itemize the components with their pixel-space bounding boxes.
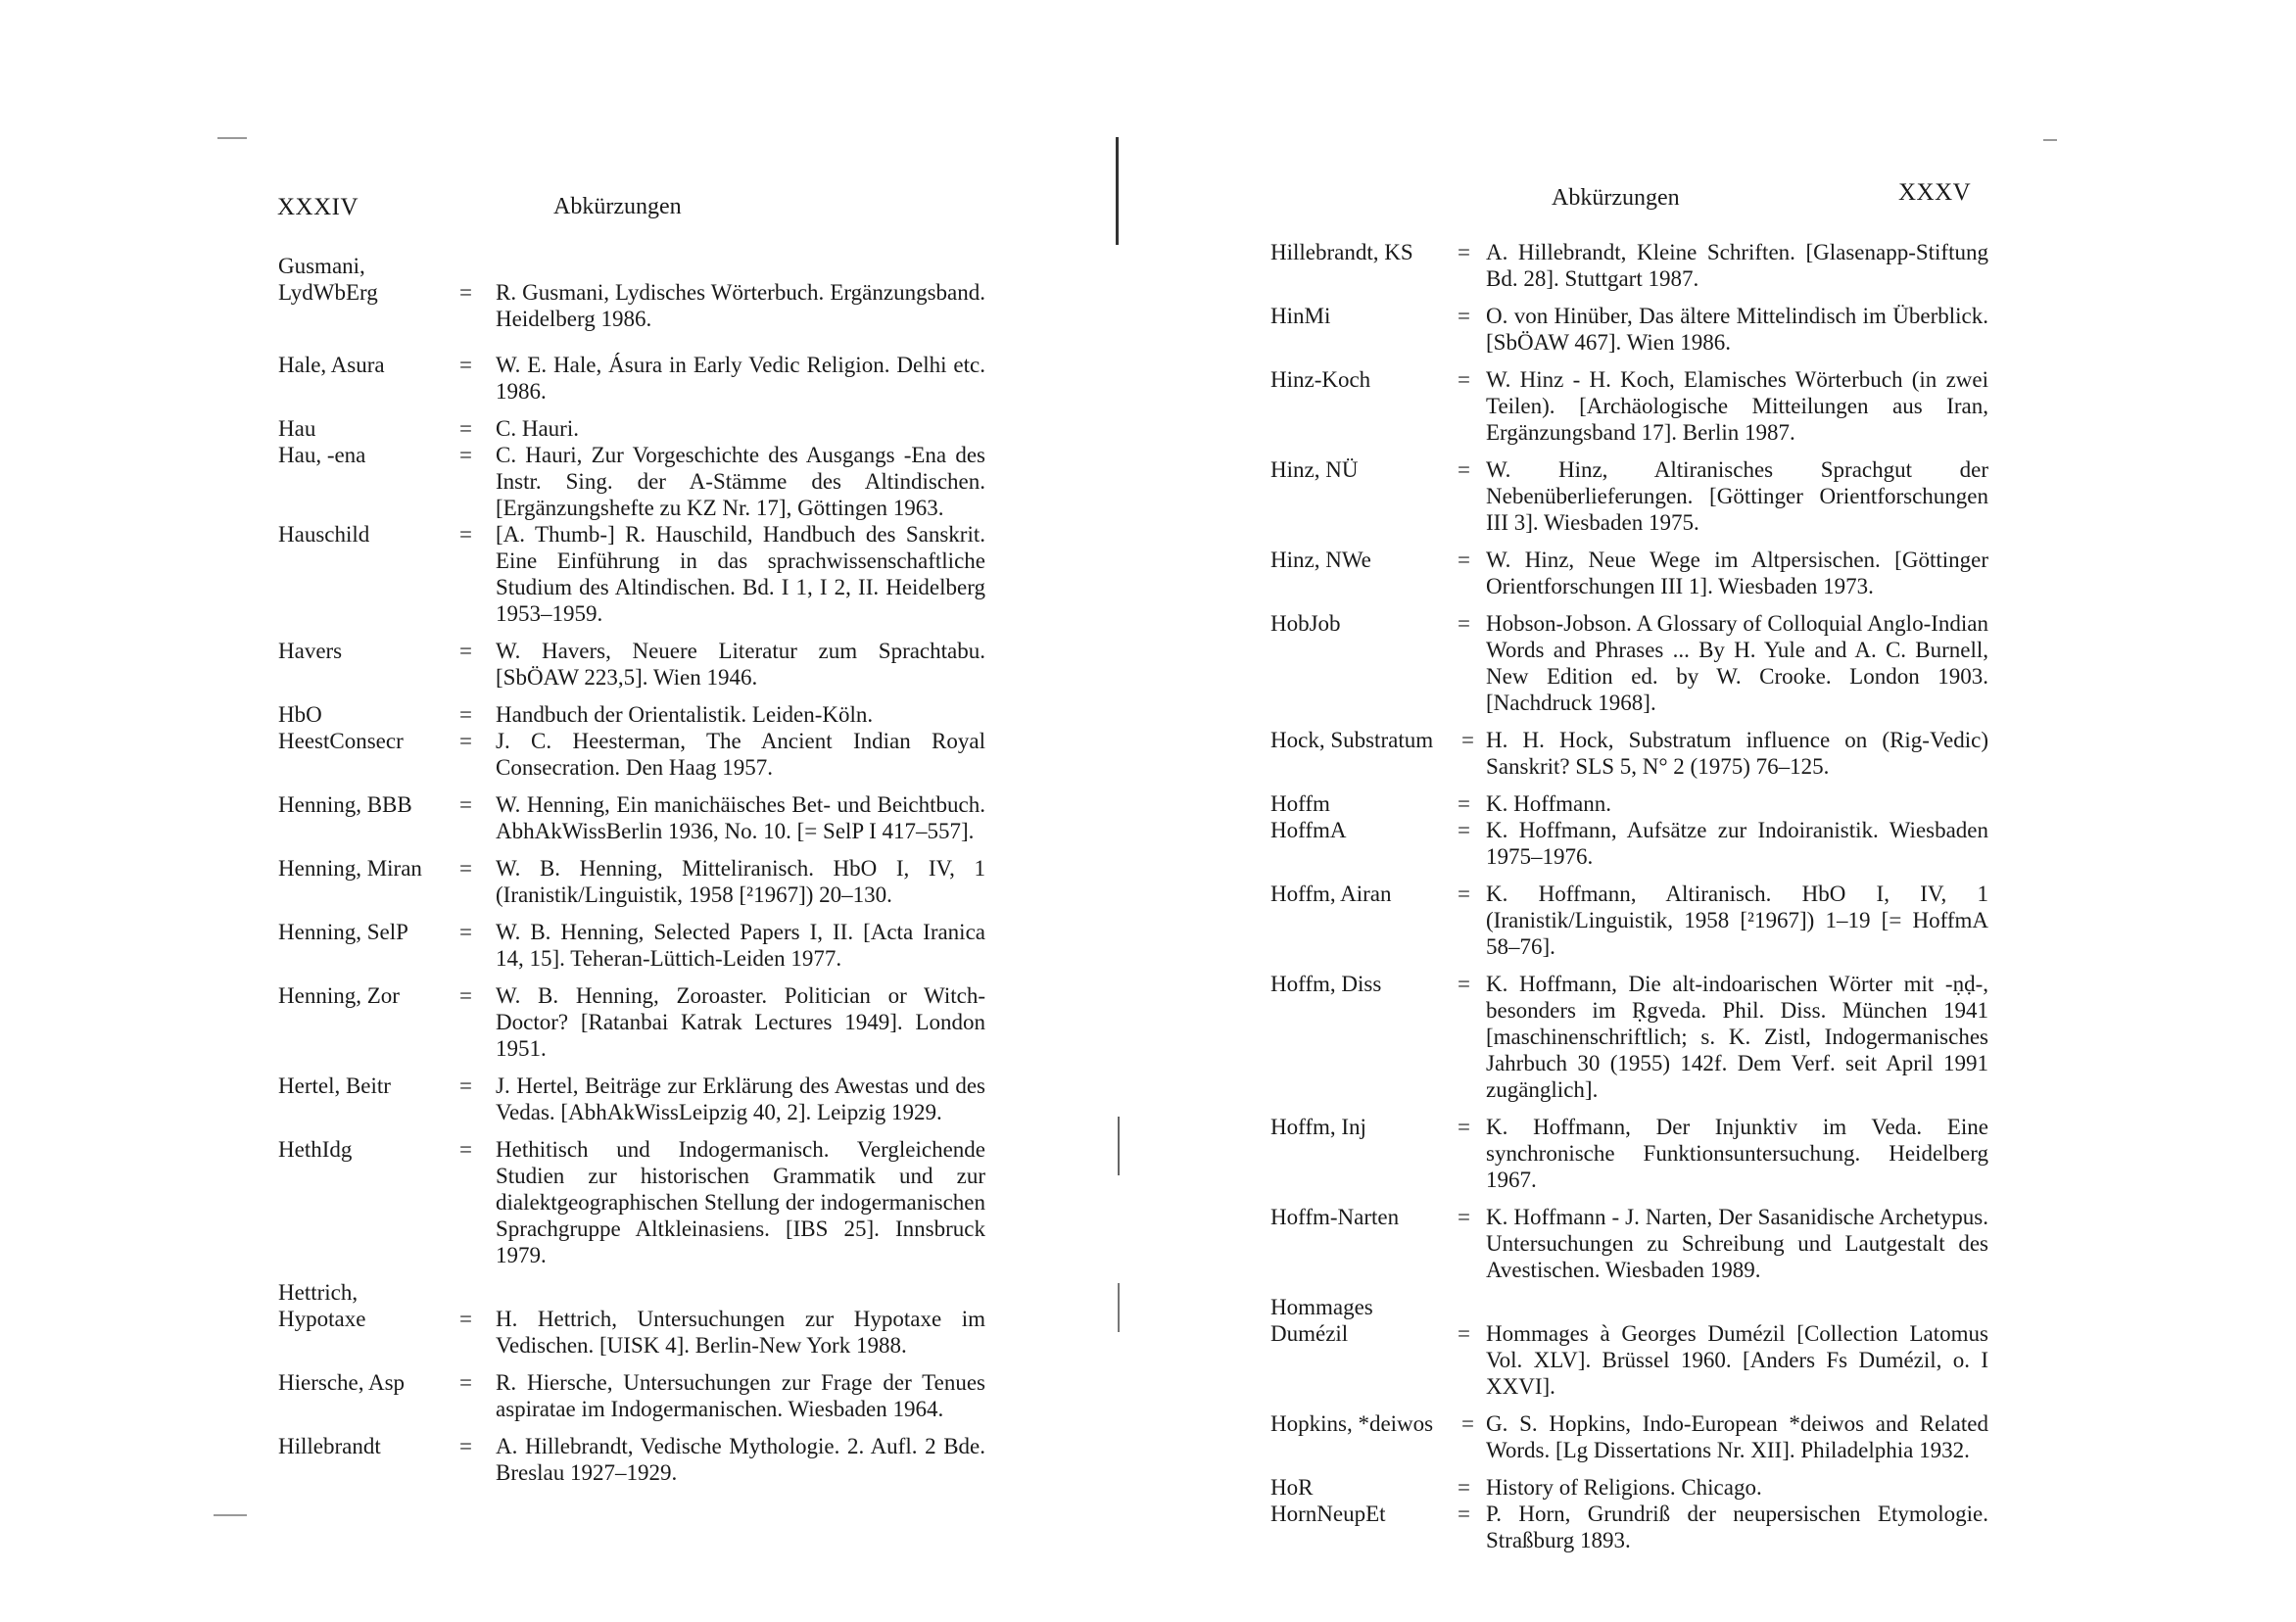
- entry: [1270, 817, 1988, 870]
- equals-sign: =: [1458, 304, 1470, 328]
- equals-sign: =: [1458, 611, 1470, 636]
- equals-sign: =: [1458, 1205, 1470, 1229]
- equals-sign: =: [459, 856, 472, 881]
- entry-key: Henning, Miran: [278, 856, 422, 881]
- equals-sign: =: [1458, 457, 1470, 482]
- entry-key: Henning, SelP: [278, 920, 408, 944]
- equals-sign: =: [459, 280, 472, 305]
- entry-definition: Hommages à Georges Dumézil [Collection Latomus Vol. XLV]. Brüssel 1960. [Anders Fs Dumézil, o. I XXVI].: [1486, 1321, 1988, 1399]
- entry-definition: A. Hillebrandt, Kleine Schriften. [Glasenapp-Stiftung Bd. 28]. Stuttgart 1987.: [1486, 240, 1988, 291]
- entry: [278, 791, 985, 844]
- equals-sign: =: [1458, 367, 1470, 392]
- entry-key: HethIdg: [278, 1137, 353, 1162]
- entry-definition: H. H. Hock, Substratum influence on (Rig-Vedic) Sanskrit? SLS 5, N° 2 (1975) 76–125.: [1486, 728, 1988, 779]
- entry: [278, 919, 985, 972]
- entry: [278, 1073, 985, 1125]
- entry-definition: K. Hoffmann - J. Narten, Der Sasanidische Archetypus. Untersuchungen zu Schreibung und Lautgestalt des Avestischen. Wiesbaden 1989.: [1486, 1205, 1988, 1282]
- entry-definition: O. von Hinüber, Das ältere Mittelindisch im Überblick. [SbÖAW 467]. Wien 1986.: [1486, 304, 1988, 355]
- equals-sign: =: [459, 702, 472, 727]
- entry-key: Gusmani, LydWbErg: [278, 254, 378, 305]
- right-page: [1148, 0, 2296, 1622]
- entry-key: HornNeupEt: [1270, 1502, 1386, 1526]
- entry-key: Hommages Dumézil: [1270, 1295, 1373, 1346]
- entry: [1270, 881, 1988, 960]
- entry-definition: W. B. Henning, Selected Papers I, II. [Acta Iranica 14, 15]. Teheran-Lüttich-Leiden 1977.: [496, 920, 985, 971]
- entry: [1270, 971, 1988, 1103]
- entry-definition: W. Hinz - H. Koch, Elamisches Wörterbuch (in zwei Teilen). [Archäologische Mitteilungen aus Iran, Ergänzungsband 17]. Berlin 1987.: [1486, 367, 1988, 445]
- entry-definition: W. Hinz, Neue Wege im Altpersischen. [Göttinger Orientforschungen III 1]. Wiesbaden 1973.: [1486, 548, 1988, 598]
- entry-key: Hoffm, Airan: [1270, 882, 1392, 906]
- entry-definition: R. Gusmani, Lydisches Wörterbuch. Ergänzungsband. Heidelberg 1986.: [496, 280, 985, 331]
- entry-key: HeestConsecr: [278, 729, 404, 753]
- entry-key: Hinz, NWe: [1270, 548, 1371, 572]
- entry-key: Hinz, NÜ: [1270, 457, 1359, 482]
- equals-sign: =: [1458, 1502, 1470, 1526]
- entry: [1270, 1114, 1988, 1193]
- entry-key: Hinz-Koch: [1270, 367, 1371, 392]
- entry-key: Hoffm, Inj: [1270, 1115, 1366, 1139]
- entry: [1270, 790, 1988, 817]
- entry: [278, 1136, 985, 1268]
- equals-sign: =: [459, 353, 472, 377]
- entry: [278, 855, 985, 908]
- entry: [278, 352, 985, 405]
- entry-definition: J. C. Heesterman, The Ancient Indian Royal Consecration. Den Haag 1957.: [496, 729, 985, 780]
- entry-key: Henning, Zor: [278, 983, 400, 1008]
- entry-key: HobJob: [1270, 611, 1341, 636]
- equals-sign: =: [459, 1307, 472, 1331]
- equals-sign: =: [1461, 728, 1474, 752]
- equals-sign: =: [459, 443, 472, 467]
- entry-definition: R. Hiersche, Untersuchungen zur Frage der Tenues aspiratae im Indogermanischen. Wiesbaden 1964.: [496, 1370, 985, 1421]
- entry: [1270, 547, 1988, 599]
- equals-sign: =: [459, 416, 472, 441]
- entry-key: HoR: [1270, 1475, 1314, 1500]
- entry-key: Hopkins, *deiwos: [1270, 1411, 1434, 1436]
- entry-definition: W. E. Hale, Ásura in Early Vedic Religion. Delhi etc. 1986.: [496, 353, 985, 404]
- entry: [278, 253, 985, 332]
- entry-definition: [A. Thumb-] R. Hauschild, Handbuch des Sanskrit. Eine Einführung in das sprachwissenschaftliche Studium des Altindischen. Bd. I 1, I 2, II. Heidelberg 1953–1959.: [496, 522, 985, 626]
- entry-key: Hillebrandt: [278, 1434, 381, 1458]
- equals-sign: =: [459, 522, 472, 547]
- entry-definition: C. Hauri.: [496, 416, 579, 441]
- entry-definition: K. Hoffmann.: [1486, 791, 1611, 816]
- equals-sign: =: [459, 1434, 472, 1458]
- equals-sign: =: [1458, 882, 1470, 906]
- entry-key: HinMi: [1270, 304, 1331, 328]
- entry: [278, 521, 985, 627]
- entry-key: Havers: [278, 639, 343, 663]
- entry: [278, 1369, 985, 1422]
- entry: [278, 728, 985, 781]
- equals-sign: =: [459, 1073, 472, 1098]
- equals-sign: =: [459, 983, 472, 1008]
- entry: [1270, 366, 1988, 446]
- equals-sign: =: [1461, 1411, 1474, 1436]
- entry: [1270, 1204, 1988, 1283]
- running-header-left: Abkürzungen: [553, 194, 682, 219]
- entry-key: Hoffm: [1270, 791, 1330, 816]
- page-number-right: XXXV: [1898, 179, 1972, 206]
- entry-definition: Hethitisch und Indogermanisch. Vergleichende Studien zur historischen Grammatik und zur dialektgeographischen Stellung der indogermanischen Sprachgruppe Altkleinasiens. [IBS 25]. Innsbruck 1979.: [496, 1137, 985, 1267]
- entry-key: Hertel, Beitr: [278, 1073, 391, 1098]
- entry-definition: H. Hettrich, Untersuchungen zur Hypotaxe im Vedischen. [UISK 4]. Berlin-New York 1988.: [496, 1307, 985, 1358]
- entry-key: Hettrich, Hypotaxe: [278, 1280, 366, 1331]
- gutter-mark: [1118, 1117, 1120, 1175]
- equals-sign: =: [459, 792, 472, 817]
- entry-definition: G. S. Hopkins, Indo-European *deiwos and Related Words. [Lg Dissertations Nr. XII]. Philadelphia 1932.: [1486, 1411, 1988, 1462]
- equals-sign: =: [459, 1137, 472, 1162]
- entry: [278, 982, 985, 1062]
- entry-list-left: [278, 253, 985, 1497]
- equals-sign: =: [459, 920, 472, 944]
- entry-definition: J. Hertel, Beiträge zur Erklärung des Awestas und des Vedas. [AbhAkWissLeipzig 40, 2]. Leipzig 1929.: [496, 1073, 985, 1124]
- gutter-line: [1116, 137, 1119, 245]
- entry: [278, 442, 985, 521]
- entry-key: Hiersche, Asp: [278, 1370, 406, 1395]
- entry-key: Hock, Substratum: [1270, 728, 1434, 752]
- entry: [278, 638, 985, 691]
- entry: [278, 1433, 985, 1486]
- entry-definition: W. Henning, Ein manichäisches Bet- und Beichtbuch. AbhAkWissBerlin 1936, No. 10. [= SelP I 417–557].: [496, 792, 985, 843]
- entry-key: Hoffm, Diss: [1270, 972, 1382, 996]
- entry-key: Hauschild: [278, 522, 370, 547]
- entry-key: Hau: [278, 416, 316, 441]
- entry: [1270, 610, 1988, 716]
- equals-sign: =: [459, 729, 472, 753]
- equals-sign: =: [459, 1370, 472, 1395]
- equals-sign: =: [1458, 791, 1470, 816]
- entry-definition: W. B. Henning, Mitteliranisch. HbO I, IV, 1 (Iranistik/Linguistik, 1958 [²1967]) 20–130.: [496, 856, 985, 907]
- entry: [1270, 239, 1988, 292]
- equals-sign: =: [1458, 972, 1470, 996]
- entry: [1270, 456, 1988, 536]
- equals-sign: =: [1458, 818, 1470, 842]
- gutter-mark: [1118, 1283, 1120, 1332]
- entry-definition: Hobson-Jobson. A Glossary of Colloquial Anglo-Indian Words and Phrases ... By H. Yule and A. C. Burnell, New Edition ed. by W. Crooke. London 1903. [Nachdruck 1968].: [1486, 611, 1988, 715]
- equals-sign: =: [1458, 1321, 1470, 1346]
- entry-key: Hau, -ena: [278, 443, 366, 467]
- entry: [278, 415, 985, 442]
- equals-sign: =: [1458, 240, 1470, 264]
- entry-key: Henning, BBB: [278, 792, 412, 817]
- running-header-right: Abkürzungen: [1552, 185, 1680, 211]
- entry-key: HbO: [278, 702, 322, 727]
- entry-key: HoffmA: [1270, 818, 1347, 842]
- entry-key: Hale, Asura: [278, 353, 385, 377]
- entry-definition: K. Hoffmann, Altiranisch. HbO I, IV, 1 (Iranistik/Linguistik, 1958 [²1967]) 1–19 [= HoffmA 58–76].: [1486, 882, 1988, 959]
- equals-sign: =: [1458, 1115, 1470, 1139]
- equals-sign: =: [1458, 1475, 1470, 1500]
- entry: [1270, 727, 1988, 780]
- scan-speck: [214, 1514, 247, 1516]
- entry-definition: Handbuch der Orientalistik. Leiden-Köln.: [496, 702, 874, 727]
- entry: [1270, 1501, 1988, 1553]
- entry-key: Hillebrandt, KS: [1270, 240, 1413, 264]
- entry-definition: K. Hoffmann, Aufsätze zur Indoiranistik. Wiesbaden 1975–1976.: [1486, 818, 1988, 869]
- entry-definition: W. Havers, Neuere Literatur zum Sprachtabu. [SbÖAW 223,5]. Wien 1946.: [496, 639, 985, 690]
- entry: [1270, 303, 1988, 356]
- entry-definition: History of Religions. Chicago.: [1486, 1475, 1762, 1500]
- entry-definition: K. Hoffmann, Der Injunktiv im Veda. Eine synchronische Funktionsuntersuchung. Heidelberg 1967.: [1486, 1115, 1988, 1192]
- entry-definition: C. Hauri, Zur Vorgeschichte des Ausgangs -Ena des Instr. Sing. der A-Stämme des Altindischen. [Ergänzungshefte zu KZ Nr. 17], Göttingen 1963.: [496, 443, 985, 520]
- entry: [278, 701, 985, 728]
- entry-key: Hoffm-Narten: [1270, 1205, 1400, 1229]
- entry-definition: P. Horn, Grundriß der neupersischen Etymologie. Straßburg 1893.: [1486, 1502, 1988, 1552]
- equals-sign: =: [1458, 548, 1470, 572]
- scan-speck: [217, 137, 247, 139]
- entry-definition: K. Hoffmann, Die alt-indoarischen Wörter mit -ṇḍ-, besonders im Ṛgveda. Phil. Diss. München 1941 [maschinenschriftlich; s. K. Zistl, Indogermanisches Jahrbuch 30 (1955) 142f. Dem Verf. seit April 1991 zugänglich].: [1486, 972, 1988, 1102]
- entry-list-right: [1270, 239, 1988, 1564]
- entry: [1270, 1410, 1988, 1463]
- entry-definition: W. B. Henning, Zoroaster. Politician or Witch-Doctor? [Ratanbai Katrak Lectures 1949]. London 1951.: [496, 983, 985, 1061]
- entry-definition: W. Hinz, Altiranisches Sprachgut der Nebenüberlieferungen. [Göttinger Orientforschungen III 3]. Wiesbaden 1975.: [1486, 457, 1988, 535]
- page-number-left: XXXIV: [277, 194, 359, 220]
- equals-sign: =: [459, 639, 472, 663]
- entry-definition: A. Hillebrandt, Vedische Mythologie. 2. Aufl. 2 Bde. Breslau 1927–1929.: [496, 1434, 985, 1485]
- entry: [1270, 1474, 1988, 1501]
- entry: [278, 1279, 985, 1359]
- entry: [1270, 1294, 1988, 1400]
